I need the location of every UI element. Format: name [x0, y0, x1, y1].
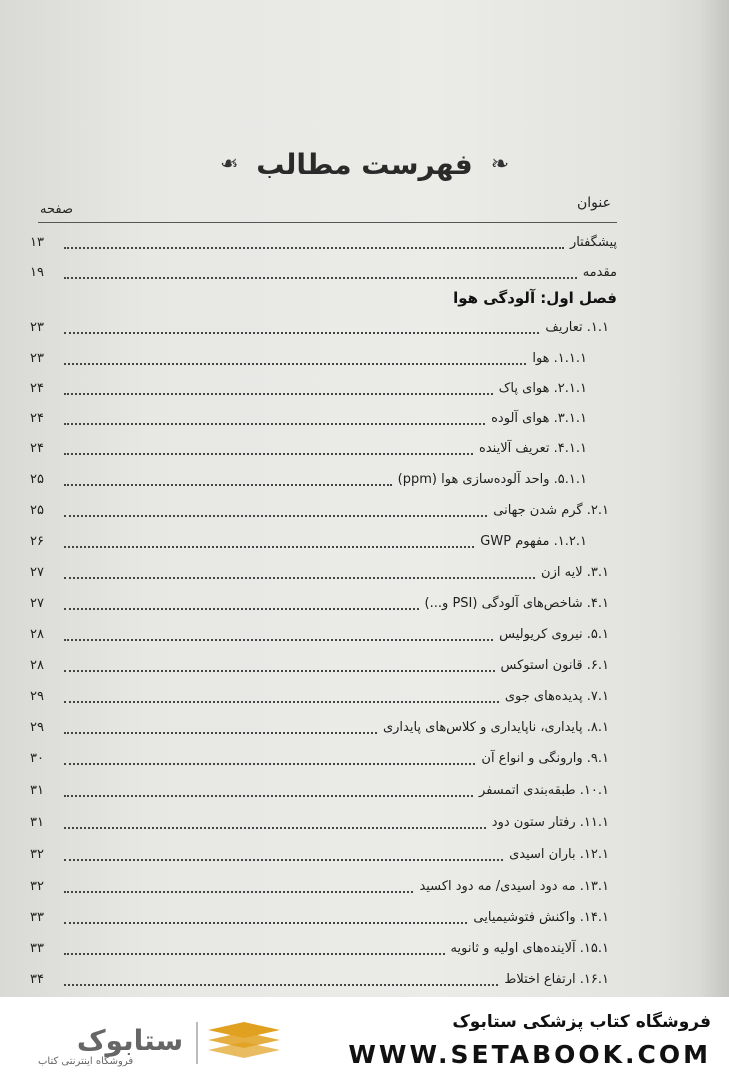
toc-entry-page: ۳۰ [30, 750, 44, 766]
header-divider [38, 222, 617, 223]
toc-entry [30, 346, 617, 370]
book-stack-icon [208, 1022, 280, 1058]
toc-leader-dots [64, 515, 487, 517]
toc-entry-label: ۱.۱.۱. هوا [532, 350, 587, 366]
toc-entry [30, 778, 617, 802]
toc-entry-label: ۲.۱.۱. هوای پاک [498, 380, 587, 396]
toc-entry [30, 315, 617, 339]
toc-entry-page: ۲۵ [30, 471, 44, 487]
toc-entry-label: مقدمه [582, 264, 617, 280]
toc-entry-page: ۲۸ [30, 626, 44, 642]
toc-leader-dots [64, 953, 445, 955]
toc-entry-label: ۵.۱. نیروی کریولیس [499, 626, 609, 642]
toc-entry [30, 967, 617, 991]
toc-entry-page: ۳۲ [30, 846, 44, 862]
toc-entry-label: ۱۴.۱. واکنش فتوشیمیایی [473, 909, 609, 925]
toc-entry-page: ۲۸ [30, 657, 44, 673]
toc-entry-label: ۷.۱. پدیده‌های جوی [504, 688, 609, 704]
toc-leader-dots [64, 859, 503, 861]
toc-entry-label: ۱۰.۱. طبقه‌بندی اتمسفر [479, 782, 609, 798]
toc-entry [30, 436, 617, 460]
toc-entry-label: ۱۲.۱. باران اسیدی [509, 846, 609, 862]
toc-leader-dots [64, 670, 495, 672]
toc-entry-label: ۱۳.۱. مه دود اسیدی/ مه دود اکسید [419, 878, 609, 894]
toc-entry [30, 684, 617, 708]
toc-entry-label: پیشگفتار [569, 234, 617, 250]
toc-entry-page: ۳۴ [30, 971, 44, 987]
store-url[interactable]: WWW.SETABOOK.COM [348, 1040, 711, 1069]
toc-entry [30, 936, 617, 960]
toc-entry [30, 810, 617, 834]
toc-leader-dots [64, 277, 577, 279]
toc-leader-dots [64, 608, 419, 610]
toc-entry-page: ۲۳ [30, 319, 44, 335]
toc-entry-label: ۶.۱. قانون استوکس [500, 657, 609, 673]
toc-entry [30, 842, 617, 866]
toc-entry [30, 498, 617, 522]
toc-entry-label: ۳.۱.۱. هوای آلوده [491, 410, 587, 426]
toc-leader-dots [64, 732, 377, 734]
logo-text: ستابوک [76, 1024, 184, 1057]
toc-leader-dots [64, 423, 485, 425]
toc-entry-label: ۴.۱. شاخص‌های آلودگی (PSI و...) [424, 595, 609, 611]
ornament-icon: ❧ [219, 151, 239, 177]
toc-entry-page: ۳۲ [30, 878, 44, 894]
toc-entry-page: ۲۹ [30, 688, 44, 704]
toc-title [0, 142, 729, 186]
toc-entry-label: ۹.۱. وارونگی و انواع آن [481, 750, 609, 766]
toc-entry-label: ۱.۱. تعاریف [545, 319, 609, 335]
toc-entry-page: ۳۳ [30, 909, 44, 925]
toc-leader-dots [64, 639, 493, 641]
toc-entry-label: ۴.۱.۱. تعریف آلاینده [479, 440, 587, 456]
toc-entry-page: ۱۳ [30, 234, 44, 250]
toc-entry-page: ۳۳ [30, 940, 44, 956]
toc-leader-dots [64, 577, 535, 579]
toc-leader-dots [64, 453, 473, 455]
toc-entry [30, 715, 617, 739]
toc-entry-label: ۳.۱. لایه ازن [541, 564, 609, 580]
toc-entry-label: ۱۶.۱. ارتفاع اختلاط [504, 971, 609, 987]
ornament-icon: ❧ [490, 151, 510, 177]
toc-entry [30, 260, 617, 284]
toc-leader-dots [64, 827, 486, 829]
toc-leader-dots [64, 247, 564, 249]
chapter-heading: فصل اول: آلودگی هوا [453, 289, 617, 307]
toc-entry-label: ۱۱.۱. رفتار ستون دود [491, 814, 609, 830]
toc-entry [30, 467, 617, 491]
toc-entry-label: ۲.۱. گرم شدن جهانی [493, 502, 609, 518]
toc-entry-page: ۲۷ [30, 595, 44, 611]
toc-entry-page: ۲۴ [30, 380, 44, 396]
toc-entry [30, 376, 617, 400]
logo-tagline: فروشگاه اینترنتی کتاب [38, 1056, 134, 1067]
toc-entry [30, 591, 617, 615]
toc-leader-dots [64, 546, 474, 548]
toc-entry-page: ۲۶ [30, 533, 44, 549]
toc-leader-dots [64, 332, 539, 334]
toc-entry [30, 406, 617, 430]
toc-entry-label: ۸.۱. پایداری، ناپایداری و کلاس‌های پایداری [382, 719, 609, 735]
toc-leader-dots [64, 484, 392, 486]
toc-entry-page: ۲۳ [30, 350, 44, 366]
toc-entry-page: ۳۱ [30, 814, 44, 830]
toc-leader-dots [64, 984, 498, 986]
toc-leader-dots [64, 763, 475, 765]
toc-entry-page: ۲۷ [30, 564, 44, 580]
toc-entry-page: ۲۵ [30, 502, 44, 518]
toc-leader-dots [64, 891, 413, 893]
title-column-header: عنوان [577, 195, 611, 211]
toc-entry-label: ۱۵.۱. آلاینده‌های اولیه و ثانویه [450, 940, 609, 956]
toc-entry-page: ۱۹ [30, 264, 44, 280]
toc-entry-page: ۳۱ [30, 782, 44, 798]
toc-entry [30, 905, 617, 929]
toc-entry [30, 746, 617, 770]
toc-entry-page: ۲۴ [30, 410, 44, 426]
toc-entry-label: ۱.۲.۱. مفهوم GWP [480, 533, 587, 549]
page-column-header: صفحه [40, 202, 73, 217]
toc-entry [30, 653, 617, 677]
toc-leader-dots [64, 922, 467, 924]
toc-leader-dots [64, 795, 473, 797]
toc-title-text: فهرست مطالب [256, 147, 473, 181]
toc-entry [30, 230, 617, 254]
toc-leader-dots [64, 701, 499, 703]
store-name: فروشگاه کتاب پزشکی ستابوک [452, 1012, 711, 1032]
toc-leader-dots [64, 393, 493, 395]
toc-entry [30, 560, 617, 584]
toc-entry-label: ۵.۱.۱. واحد آلوده‌سازی هوا (ppm) [397, 471, 587, 487]
toc-entry-page: ۲۹ [30, 719, 44, 735]
toc-leader-dots [64, 363, 526, 365]
toc-entry [30, 529, 617, 553]
toc-entry [30, 622, 617, 646]
toc-entry [30, 874, 617, 898]
toc-entry-page: ۲۴ [30, 440, 44, 456]
